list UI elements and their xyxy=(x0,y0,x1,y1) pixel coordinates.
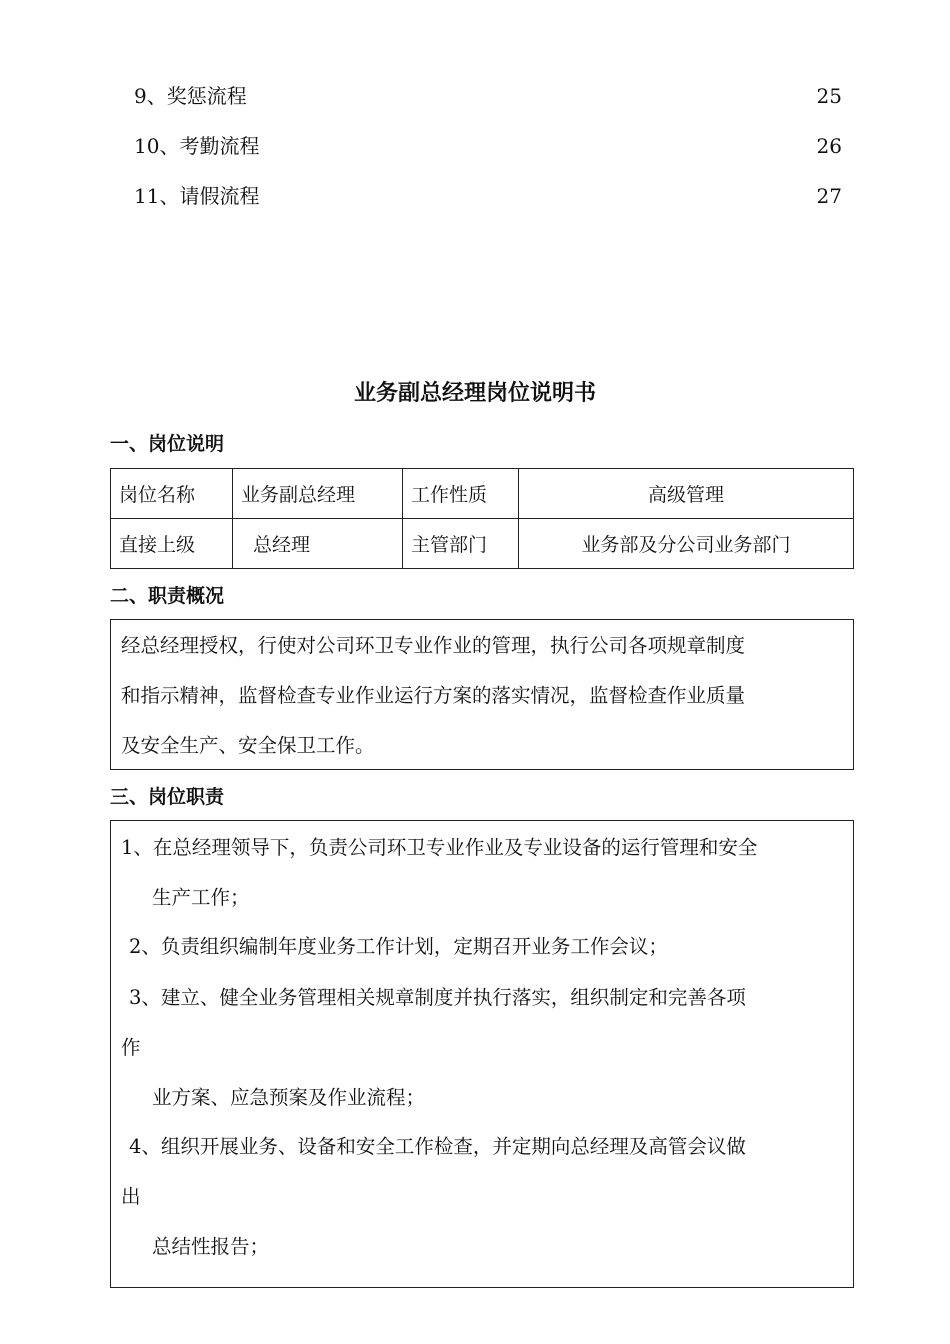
toc-entry-label: 9、奖惩流程 xyxy=(134,84,247,108)
toc-entry-label: 11、请假流程 xyxy=(134,184,260,208)
duty-line: 2、负责组织编制年度业务工作计划，定期召开业务工作会议； xyxy=(129,935,668,958)
table-cell-value: 总经理 xyxy=(233,519,403,569)
section-heading-overview: 二、职责概况 xyxy=(110,585,225,607)
table-cell-label: 直接上级 xyxy=(111,519,233,569)
section-heading-duties: 三、岗位职责 xyxy=(110,786,225,808)
toc-entry-label: 10、考勤流程 xyxy=(134,134,260,158)
duty-line: 4、组织开展业务、设备和安全工作检查，并定期向总经理及高管会议做 xyxy=(129,1135,746,1158)
overview-line: 及安全生产、安全保卫工作。 xyxy=(121,734,375,757)
table-cell-label: 主管部门 xyxy=(403,519,519,569)
duty-line: 业方案、应急预案及作业流程； xyxy=(152,1086,426,1109)
table-cell-value: 业务部及分公司业务部门 xyxy=(519,519,854,569)
toc-entry[interactable] xyxy=(134,181,842,211)
duty-line: 1、在总经理领导下，负责公司环卫专业作业及专业设备的运行管理和安全 xyxy=(121,836,758,859)
table-row xyxy=(111,469,854,519)
duty-line: 生产工作； xyxy=(152,886,250,909)
table-cell-value: 业务副总经理 xyxy=(233,469,403,519)
document-title: 业务副总经理岗位说明书 xyxy=(353,381,596,406)
table-cell-label: 工作性质 xyxy=(403,469,519,519)
duty-line: 出 xyxy=(121,1185,141,1208)
toc-entry-page: 25 xyxy=(816,84,842,108)
table-row xyxy=(111,519,854,569)
overview-line: 和指示精神，监督检查专业作业运行方案的落实情况，监督检查作业质量 xyxy=(121,684,746,707)
section-heading-position: 一、岗位说明 xyxy=(110,433,225,455)
duty-line: 3、建立、健全业务管理相关规章制度并执行落实，组织制定和完善各项 xyxy=(129,986,746,1009)
duties-box xyxy=(110,820,854,1288)
position-info-table xyxy=(110,468,854,569)
toc-entry-page: 27 xyxy=(816,184,842,208)
overview-line: 经总经理授权，行使对公司环卫专业作业的管理，执行公司各项规章制度 xyxy=(121,634,746,657)
overview-box xyxy=(110,619,854,770)
duty-line: 作 xyxy=(121,1036,141,1059)
duty-line: 总结性报告； xyxy=(152,1235,270,1258)
toc-entry-page: 26 xyxy=(816,134,842,158)
table-cell-value: 高级管理 xyxy=(519,469,854,519)
toc-entry[interactable] xyxy=(134,131,842,161)
table-cell-label: 岗位名称 xyxy=(111,469,233,519)
toc-entry[interactable] xyxy=(134,81,842,111)
